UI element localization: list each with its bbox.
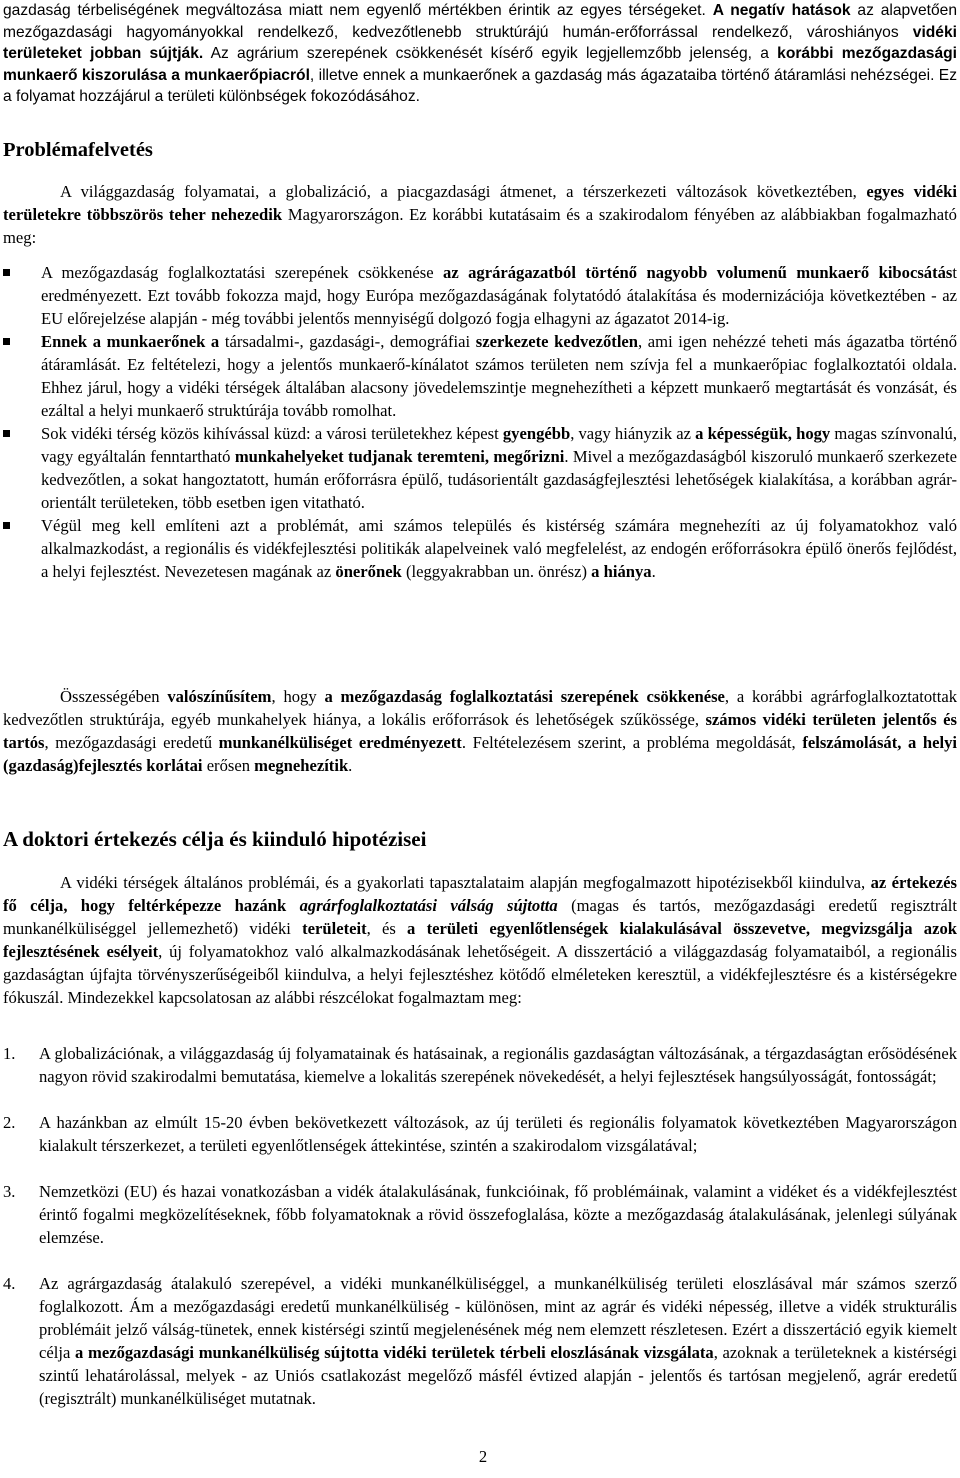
summary-paragraph [3,685,957,777]
bold-run: munkahelyeket tudjanak teremteni, megőrizni [234,447,565,466]
intro-paragraph [3,0,957,108]
bold-run: megnehezítik [254,756,349,775]
text-run: A globalizációnak, a világgazdaság új folyamatainak és hatásainak, a regionális gazdaságtan változásának, a térgazdaságtan erősödésének nagyon rövid szakirodalmi bemutatása, kiemelve a lokalitás szerepének növekedését, a helyi fejlesztések hangsúlyosságát, fontosságát; [39,1044,957,1086]
list-item [3,1042,957,1088]
bullet-item [3,514,957,583]
list-number: 4. [3,1274,16,1293]
text-run: Sok vidéki térség közös kihívással küzd: a városi területekhez képest [41,424,499,443]
bold-run: egyes vidéki területekre többszörös teher nehezedik [3,182,957,224]
bold-run: a mezőgazdasági munkanélküliség sújtotta vidéki területek térbeli eloszlásának vizsgálata [75,1343,714,1362]
bold-run: önerőnek [335,562,402,581]
bold-run: felszámolását, a helyi (gazdaság)fejlesztés korlátai [3,733,958,775]
list-number: 1. [3,1044,16,1063]
bold-run: az agrárágazatból történő nagyobb volumenű munkaerő kibocsátás [443,263,953,282]
square-bullet-icon [3,338,10,345]
text-run: , hogy [271,687,317,706]
text-run: A vidéki térségek általános problémái, és a gyakorlati tapasztalataim alapján megfogalmazott hipotézisekből kiindulva, [60,873,866,892]
list-number: 3. [3,1182,16,1201]
text-run: t eredményezett. Ezt tovább fokozza majd, hogy Európa mezőgazdaságának folytatódó átalakítása és modernizációja következtében - az EU előrejelzése alapján - még további jelentős mennyiségű dolgozó fogja elhagyni az ágazatot 2014-ig. [41,263,957,328]
bullet-item [3,422,957,514]
aims-paragraph [3,871,957,1009]
bullet-item [3,261,957,330]
text-run: társadalmi-, gazdasági-, demográfiai [224,332,471,351]
text-run: . [651,562,656,581]
text-run: Összességében [60,687,160,706]
text-run: , a korábbi agrárfoglalkoztatottak kedvezőtlen struktúrája, egyéb munkahelyek hiánya, a lokális erőforrások és lehetőségek szűkössége, [3,687,957,729]
bullet-item [3,330,957,422]
bold-run: valószínűsítem [167,687,272,706]
page-number: 2 [478,1447,488,1466]
text-run: gazdaság térbeliségének megváltozása miatt nem egyenlő mértékben érintik az egyes térségeket. [3,2,706,19]
square-bullet-icon [3,430,10,437]
list-item [3,1180,957,1249]
square-bullet-icon [3,522,10,529]
text-run: . [348,756,353,775]
bold-run: korábbi mezőgazdasági munkaerő kiszorulása a munkaerőpiacról [3,45,957,84]
bold-run: a hiánya [591,562,652,581]
text-run: Nemzetközi (EU) és hazai vonatkozásban a vidék átalakulásának, funkcióinak, fő problémáinak, valamint a vidéket és a vidékfejlesztést érintő fogalmi megközelítéseknek, főbb folyamatoknak a rövid összefoglalása, közte a mezőgazdaság átalakulásának, jelenlegi súlyának elemzése. [39,1182,957,1247]
bold-run: szerkezete kedvezőtlen [475,332,639,351]
text-run: Az agrárium szerepének csökkenését kísérő egyik legjellemzőbb jelenség, a [210,45,769,62]
bold-run: az értekezés fő célja, hogy feltérképezze hazánk [3,873,957,915]
bold-run: vidéki területeket jobban sújtják. [3,23,957,62]
text-run: A világgazdaság folyamatai, a globalizáció, a piacgazdasági átmenet, a térszerkezeti változások következtében, [60,182,857,201]
bold-run: Ennek a munkaerőnek a [41,332,220,351]
bullet-list [3,261,957,583]
text-run: . Mivel a mezőgazdaságból kiszoruló munkaerő szerkezete kedvezőtlen, a sokat hangoztatott, humán erőforrásra épülő, tudásorientált gazdaságfejlesztési lehetőségek kialakítása, a korábban agrár-orientált területeken, több esetben igen vitatható. [41,447,958,512]
list-item [3,1272,957,1410]
text-run: (leggyakrabban un. önrész) [405,562,588,581]
bold-run: a képességük, hogy [695,424,831,443]
list-item [3,1111,957,1157]
text-run: Az agrárgazdaság átalakuló szerepével, a vidéki munkanélküliséggel, a munkanélküliség területi eloszlásával már számos szerző foglalkozott. Ám a mezőgazdasági eredetű munkanélküliség - különösen, mint az agrár és vidéki népesség, illetve a vidék strukturális problémáit jelző válság-tünetek, ennek kistérségi szintű megjelenésének még nem elemzett részletesen. Ezért a disszertáció egyik kiemelt célja [39,1274,957,1362]
section-heading-problem: Problémafelvetés [3,139,153,161]
text-run: , azoknak a területeknek a kistérségi szintű lehatárolással, melyek - az Uniós csatlakozást megelőző másfél évtized alapján - jelentős és tartósan megjelenő, agrár eredetű (regisztrált) munkanélküliséget mutatnak. [39,1343,957,1408]
text-run: A hazánkban az elmúlt 15-20 évben bekövetkezett változások, az új területi és regionális folyamatok következtében Magyarországon kialakult térszerkezet, a területi egyenlőtlenségek áttekintése, szintén a szakirodalom vizsgálatával; [39,1113,957,1155]
bold-run: számos vidéki területen jelentős és tartós [3,710,957,752]
text-run: . Feltételezésem szerint, a probléma megoldását, [461,733,796,752]
text-run: Végül meg kell említeni azt a problémát, ami számos település és kistérség számára megnehezíti az új folyamatokhoz való alkalmazkodást, a regionális és vidékfejlesztési politikák alapelveinek való megfelelést, az endogén erőforrásokra épülő önerős fejlődést, a helyi fejlesztést. Nevezetesen magának az [41,516,957,581]
bold-run: gyengébb [502,424,571,443]
text-run: , vagy hiányzik az [570,424,691,443]
text-run: , illetve ennek a munkaerőnek a gazdaság más ágazataiba történő átáramlási nehézségei. Ez a folyamat hozzájárul a területi különbségek fokozódásához. [3,66,957,105]
text-run: (magas és tartós, mezőgazdasági eredetű regisztrált munkanélküliséggel jellemezhető) vidéki [3,896,957,938]
problem-paragraph [3,180,957,249]
text-run: , és [366,919,396,938]
text-run: A mezőgazdaság foglalkoztatási szerepének csökkenése [41,263,434,282]
bold-run: munkanélküliséget eredményezett [218,733,462,752]
bold-run: területeit [302,919,367,938]
text-run: az alapvetően mezőgazdasági hagyományokkal rendelkező, kedvezőtlenebb struktúrájú humán-erőforrással rendelkező, városhiányos [3,2,958,41]
text-run: , új folyamatokhoz való alkalmazkodásának lehetőségeit. A disszertáció a világgazdaság folyamataiból, a regionális gazdaságtan újfajta törvényszerűségeiből kiindulva, a helyi fejlesztéshez kötődő elméleteken keresztül, a vidékfejlesztésre és a kistérségekre fókuszál. Mindezekkel kapcsolatosan az alábbi részcélokat fogalmaztam meg: [3,942,957,1007]
numbered-list [3,1042,957,1433]
bold-run: a mezőgazdaság foglalkoztatási szerepének csökkenése [324,687,725,706]
section-heading-aims: A doktori értekezés célja és kiinduló hipotézisei [3,827,427,851]
square-bullet-icon [3,269,10,276]
text-run: Magyarországon. Ez korábbi kutatásaim és a szakirodalom fényében az alábbiakban fogalmazható meg: [3,205,957,247]
text-run: erősen [206,756,250,775]
list-number: 2. [3,1113,16,1132]
text-run: , ami igen nehézzé teheti más ágazatba történő átáramlását. Ez feltételezi, hogy a jelentős munkaerő-kínálatot számos területen nem szívja fel a munkaerőpiac foglalkoztatói oldala. Ehhez járul, hogy a vidéki térségek általában alacsony jövedelemszintje megnehezítheti a képzett munkaerő megtartását és vonzását, és ezáltal a helyi munkaerő struktúrája tovább romolhat. [41,332,957,420]
text-run: , mezőgazdasági eredetű [44,733,213,752]
bold-run: a területi egyenlőtlenségek kialakulásával összevetve, megvizsgálja azok fejlesztésének esélyeit [3,919,957,961]
bold-run: A negatív hatások [712,2,851,19]
text-run: magas színvonalú, vagy egyáltalán fenntartható [41,424,957,466]
bold-italic-run: agrárfoglalkoztatási válság sújtotta [299,896,558,915]
document-page [3,0,957,1478]
